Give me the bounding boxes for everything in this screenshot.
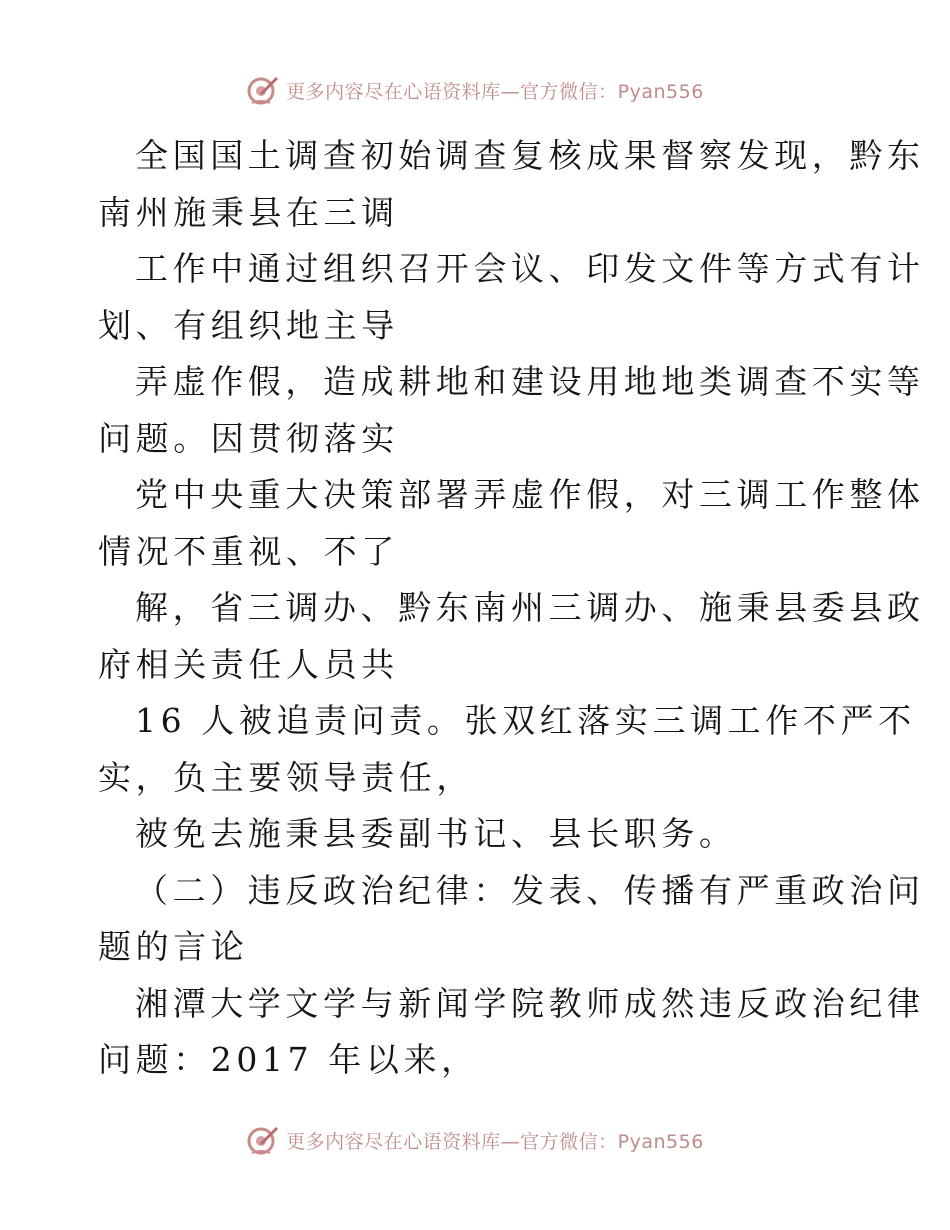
text-line: 被免去施秉县委副书记、县长职务。 <box>135 814 737 853</box>
text-line: （二）违反政治纪律：发表、传播有严重政治问 <box>135 870 925 910</box>
text-line: 全国国土调查初始调查复核成果督察发现，黔东 <box>135 136 925 175</box>
text-line: 问题：2017 年以来， <box>98 1040 479 1079</box>
text-line: 问题。因贯彻落实 <box>98 418 399 458</box>
text-line: 府相关责任人员共 <box>98 644 399 684</box>
watermark-text: 更多内容尽在心语资料库—官方微信：Pyan556 <box>286 1130 704 1153</box>
text-line: 划、有组织地主导 <box>98 305 399 345</box>
text-line: 实，负主要领导责任， <box>98 757 474 797</box>
text-line: 湘潭大学文学与新闻学院教师成然违反政治纪律 <box>135 983 925 1023</box>
text-line: 工作中通过组织召开会议、印发文件等方式有计 <box>135 249 925 288</box>
text-line: 16 人被追责问责。张双红落实三调工作不严不 <box>135 701 916 740</box>
document-body <box>98 128 925 1089</box>
watermark-header <box>0 70 950 110</box>
text-line: 解，省三调办、黔东南州三调办、施秉县委县政 <box>135 588 925 627</box>
text-line: 情况不重视、不了 <box>98 531 399 571</box>
text-line: 党中央重大决策部署弄虚作假，对三调工作整体 <box>135 475 925 514</box>
text-line: 题的言论 <box>98 927 249 966</box>
pen-logo-icon <box>246 73 280 107</box>
pen-logo-icon <box>246 1123 280 1157</box>
text-line: 南州施秉县在三调 <box>98 192 399 232</box>
watermark-text: 更多内容尽在心语资料库—官方微信：Pyan556 <box>286 80 704 103</box>
text-line: 弄虚作假，造成耕地和建设用地地类调查不实等 <box>135 362 925 401</box>
watermark-footer <box>0 1120 950 1160</box>
